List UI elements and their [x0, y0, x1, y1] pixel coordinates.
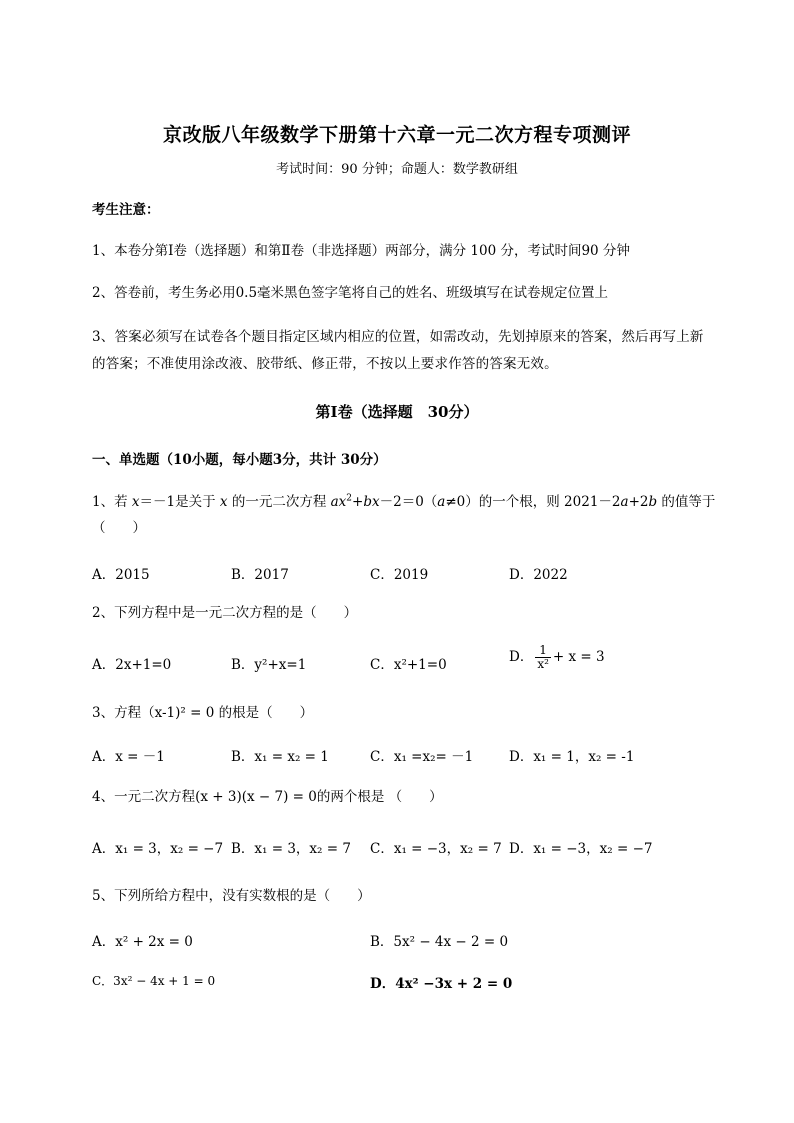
q4-option-b[interactable]: B．x₁ = 3，x₂ = 7: [231, 841, 351, 857]
section-title: 第Ⅰ卷（选择题 30分）: [315, 403, 479, 421]
q5-option-c[interactable]: C．3x² − 4x + 1 = 0: [92, 974, 216, 988]
notice-item-3: 3、答案必须写在试卷各个题目指定区域内相应的位置，如需改动，先划掉原来的答案，然后再写上新的答案；不准使用涂改液、胶带纸、修正带，不按以上要求作答的答案无效。: [92, 329, 704, 372]
question-2-stem: 2、下列方程中是一元二次方程的是（ ）: [92, 605, 358, 621]
q1-option-c[interactable]: C．2019: [370, 567, 429, 583]
notice-item-1: 1、本卷分第Ⅰ卷（选择题）和第Ⅱ卷（非选择题）两部分，满分 100 分，考试时间90 分钟: [92, 243, 630, 259]
question-3-stem: 3、方程（x-1)² = 0 的根是（ ）: [92, 705, 314, 721]
q2-option-d[interactable]: D． $\frac{1}{\text{x²}}$ + x = 3: [509, 643, 605, 671]
q3-option-c[interactable]: C．x₁ =x₂= －1: [370, 749, 474, 765]
q4-option-c[interactable]: C．x₁ = −3，x₂ = 7: [370, 841, 502, 857]
q1-option-b[interactable]: B．2017: [231, 567, 289, 583]
q5-option-b[interactable]: B．5x² − 4x − 2 = 0: [370, 934, 509, 950]
q3-option-b[interactable]: B．x₁ = x₂ = 1: [231, 749, 329, 765]
exam-info: 考试时间：90 分钟；命题人：数学教研组: [276, 162, 518, 177]
fraction: $\frac{1}{\text{x²}}$: [537, 643, 549, 671]
q5-option-a[interactable]: A．x² + 2x = 0: [92, 934, 193, 950]
q4-option-a[interactable]: A．x₁ = 3，x₂ = −7: [92, 841, 224, 857]
question-1-stem: 1、若 x＝－1是关于 x 的一元二次方程 $ax^2+bx-2=0(a\ne 0)$的一个根，则 2021－2a+2b 的值等于: [92, 493, 716, 510]
q1-option-a[interactable]: A．2015: [92, 567, 150, 583]
q5-option-d[interactable]: D．4x² −3x + 2 = 0: [370, 976, 513, 992]
part-title: 一、单选题（10小题，每小题3分，共计 30分）: [92, 452, 387, 468]
notice-heading: 考生注意：: [92, 202, 160, 218]
question-1-stem-line2: （ ）: [92, 520, 146, 536]
q2-option-b[interactable]: B．y²+x=1: [231, 657, 307, 673]
q1-option-d[interactable]: D．2022: [509, 567, 568, 583]
q3-option-a[interactable]: A．x = －1: [92, 749, 165, 765]
q4-option-d[interactable]: D．x₁ = −3，x₂ = −7: [509, 841, 653, 857]
question-4-stem: 4、一元二次方程(x + 3)(x − 7) = 0的两个根是 （ ）: [92, 789, 443, 805]
q3-option-d[interactable]: D．x₁ = 1，x₂ = -1: [509, 749, 635, 765]
question-5-stem: 5、下列所给方程中，没有实数根的是（ ）: [92, 888, 371, 904]
page-title: 京改版八年级数学下册第十六章一元二次方程专项测评: [162, 124, 631, 146]
q2-option-c[interactable]: C．x²+1=0: [370, 657, 447, 673]
q2-option-a[interactable]: A．2x+1=0: [92, 657, 172, 673]
notice-item-2: 2、答卷前，考生务必用0.5毫米黑色签字笔将自己的姓名、班级填写在试卷规定位置上: [92, 285, 609, 301]
